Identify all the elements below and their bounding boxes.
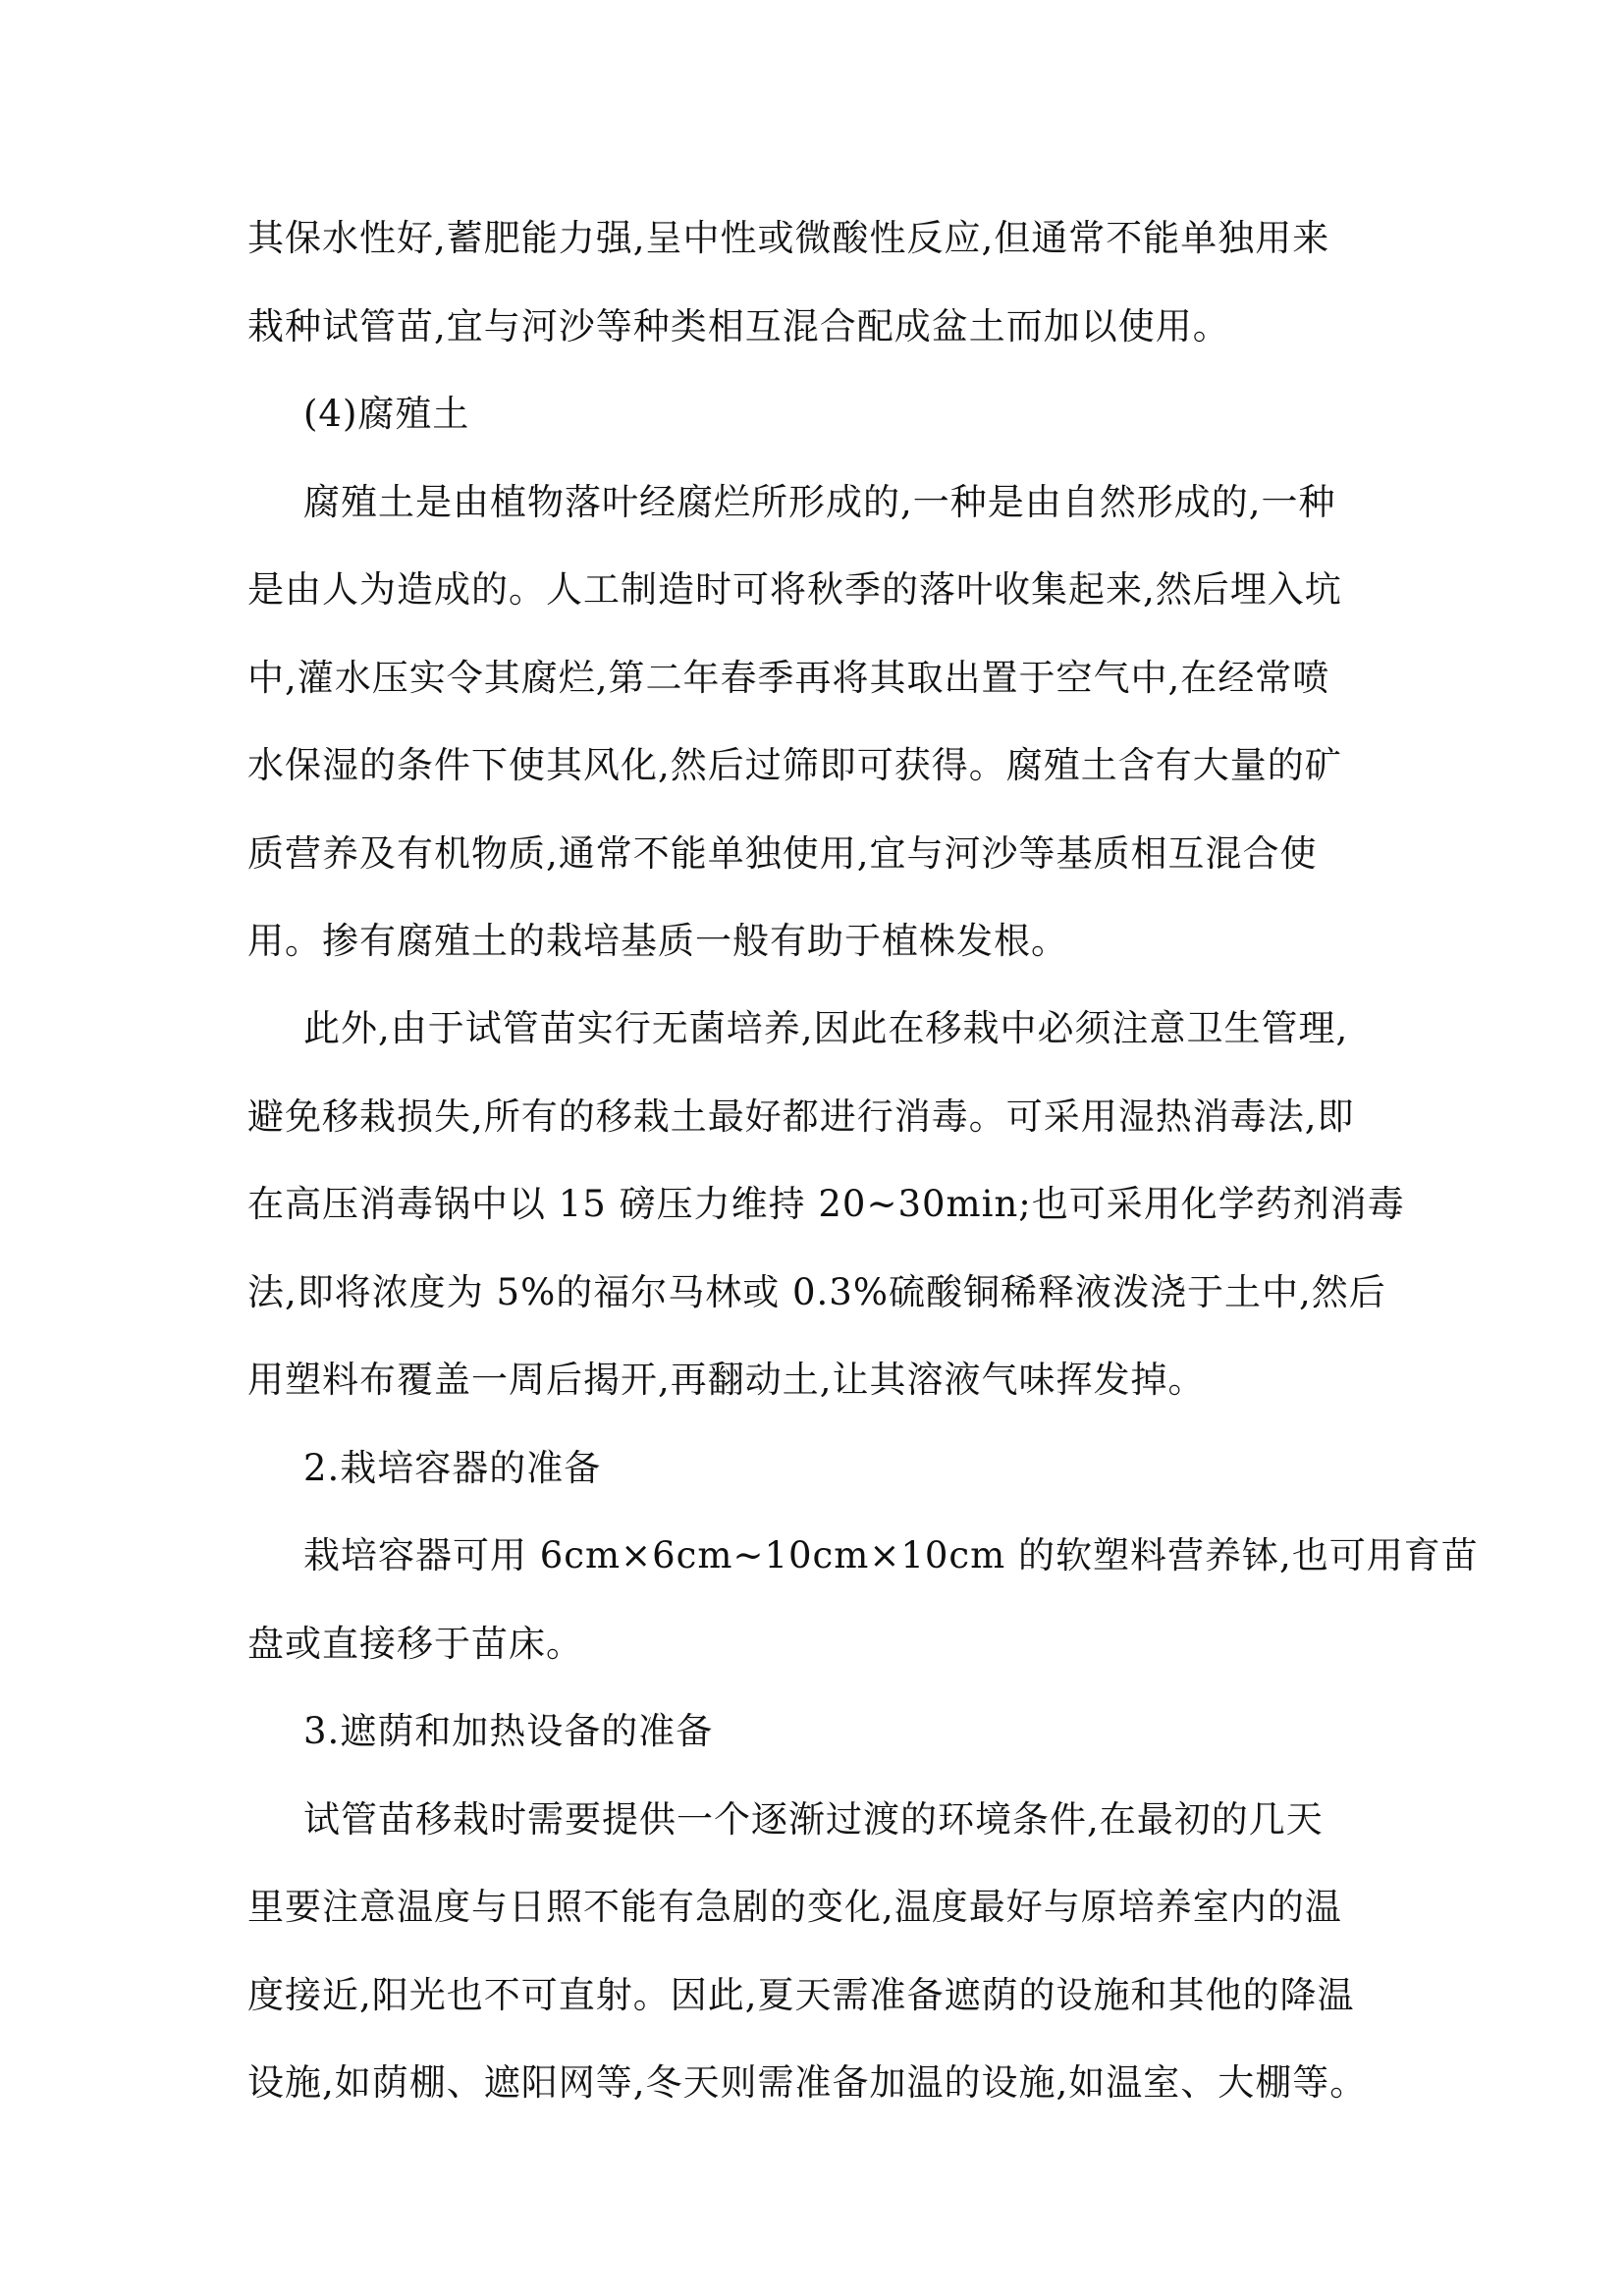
- section-heading: 3.遮荫和加热设备的准备: [303, 1710, 714, 1752]
- text-line: 在高压消毒锅中以 15 磅压力维持 20~30min;也可采用化学药剂消毒: [247, 1183, 1405, 1225]
- text-line: 水保湿的条件下使其风化,然后过筛即可获得。腐殖土含有大量的矿: [247, 744, 1342, 786]
- text-line: 是由人为造成的。人工制造时可将秋季的落叶收集起来,然后埋入坑: [247, 568, 1342, 611]
- text-line: 避免移栽损失,所有的移栽土最好都进行消毒。可采用湿热消毒法,即: [247, 1095, 1355, 1138]
- text-line: 用。掺有腐殖土的栽培基质一般有助于植株发根。: [247, 920, 1068, 962]
- text-line: 度接近,阳光也不可直射。因此,夏天需准备遮荫的设施和其他的降温: [247, 1974, 1355, 2016]
- text-line: 栽种试管苗,宜与河沙等种类相互混合配成盆土而加以使用。: [247, 305, 1230, 347]
- text-line: 设施,如荫棚、遮阳网等,冬天则需准备加温的设施,如温室、大棚等。: [247, 2061, 1368, 2104]
- text-line: 里要注意温度与日照不能有急剧的变化,温度最好与原培养室内的温: [247, 1886, 1342, 1928]
- text-line: 用塑料布覆盖一周后揭开,再翻动土,让其溶液气味挥发掉。: [247, 1359, 1206, 1401]
- section-heading: (4)腐殖土: [303, 393, 470, 435]
- text-line: 法,即将浓度为 5%的福尔马林或 0.3%硫酸铜稀释液泼浇于土中,然后: [247, 1271, 1386, 1313]
- text-line: 盘或直接移于苗床。: [247, 1623, 583, 1665]
- text-line: 栽培容器可用 6cm×6cm~10cm×10cm 的软塑料营养钵,也可用育苗: [303, 1534, 1479, 1576]
- text-line: 试管苗移栽时需要提供一个逐渐过渡的环境条件,在最初的几天: [303, 1798, 1324, 1841]
- text-line: 此外,由于试管苗实行无菌培养,因此在移栽中必须注意卫生管理,: [303, 1007, 1349, 1049]
- text-line: 腐殖土是由植物落叶经腐烂所形成的,一种是由自然形成的,一种: [303, 481, 1336, 523]
- text-line: 中,灌水压实令其腐烂,第二年春季再将其取出置于空气中,在经常喷: [247, 657, 1330, 699]
- text-line: 其保水性好,蓄肥能力强,呈中性或微酸性反应,但通常不能单独用来: [247, 217, 1330, 259]
- text-line: 质营养及有机物质,通常不能单独使用,宜与河沙等基质相互混合使: [247, 832, 1318, 875]
- section-heading: 2.栽培容器的准备: [303, 1447, 602, 1489]
